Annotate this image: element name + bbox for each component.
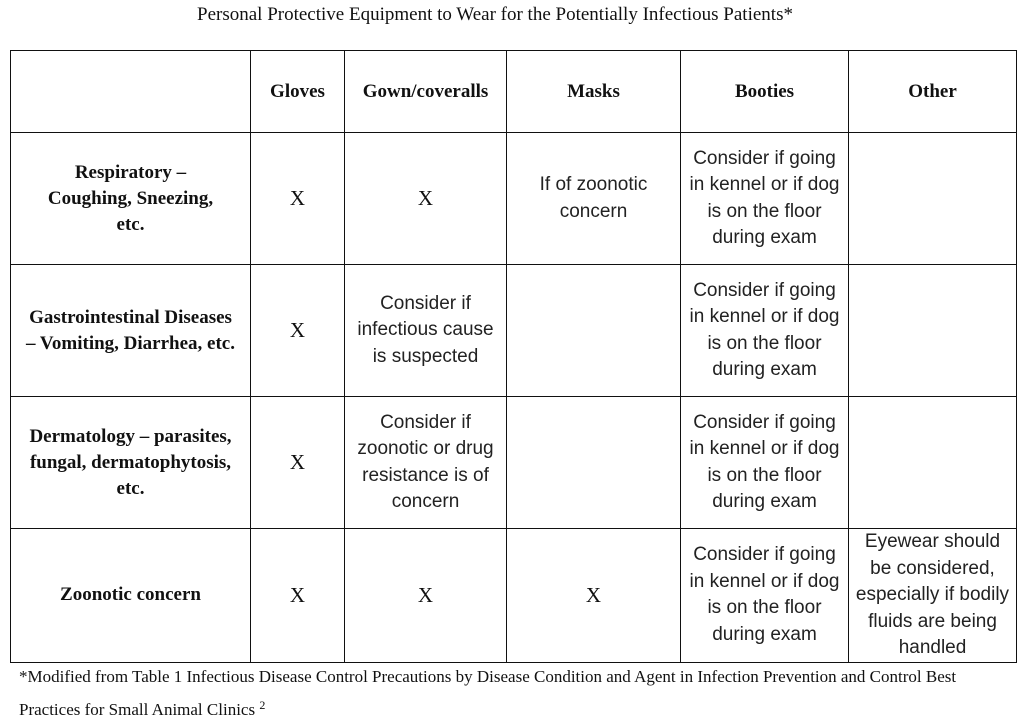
footnote-text: *Modified from Table 1 Infectious Disease Control Precautions by Disease Condition and Agent in Infection Prevention and Control Best Practices for Small Animal Clinics bbox=[19, 667, 957, 719]
header-row bbox=[11, 51, 1017, 133]
table-row bbox=[11, 529, 1017, 663]
booties-cell: Consider if going in kennel or if dog is on the floor during exam bbox=[681, 397, 849, 529]
masks-cell bbox=[507, 265, 681, 397]
gown-cell: X bbox=[345, 529, 507, 663]
header-gown: Gown/coveralls bbox=[345, 51, 507, 133]
masks-cell bbox=[507, 397, 681, 529]
gown-cell: Consider if infectious cause is suspected bbox=[345, 265, 507, 397]
ppe-table bbox=[10, 50, 1017, 663]
footnote bbox=[19, 663, 1009, 724]
header-booties: Booties bbox=[681, 51, 849, 133]
masks-cell: If of zoonotic concern bbox=[507, 133, 681, 265]
masks-cell: X bbox=[507, 529, 681, 663]
booties-cell: Consider if going in kennel or if dog is on the floor during exam bbox=[681, 133, 849, 265]
gloves-cell: X bbox=[251, 529, 345, 663]
table-caption: Personal Protective Equipment to Wear for the Potentially Infectious Patients* bbox=[197, 4, 793, 25]
gown-cell: X bbox=[345, 133, 507, 265]
booties-cell: Consider if going in kennel or if dog is on the floor during exam bbox=[681, 529, 849, 663]
booties-cell: Consider if going in kennel or if dog is on the floor during exam bbox=[681, 265, 849, 397]
header-masks: Masks bbox=[507, 51, 681, 133]
header-condition bbox=[11, 51, 251, 133]
table-row bbox=[11, 397, 1017, 529]
gloves-cell: X bbox=[251, 133, 345, 265]
other-cell bbox=[849, 265, 1017, 397]
condition-cell: Respiratory – Coughing, Sneezing, etc. bbox=[11, 133, 251, 265]
header-gloves: Gloves bbox=[251, 51, 345, 133]
condition-cell: Dermatology – parasites, fungal, dermatophytosis, etc. bbox=[11, 397, 251, 529]
header-other: Other bbox=[849, 51, 1017, 133]
table-row bbox=[11, 133, 1017, 265]
gown-cell: Consider if zoonotic or drug resistance is of concern bbox=[345, 397, 507, 529]
gloves-cell: X bbox=[251, 397, 345, 529]
condition-cell: Zoonotic concern bbox=[11, 529, 251, 663]
other-cell bbox=[849, 133, 1017, 265]
gloves-cell: X bbox=[251, 265, 345, 397]
other-cell: Eyewear should be considered, especially if bodily fluids are being handled bbox=[849, 529, 1017, 663]
other-cell bbox=[849, 397, 1017, 529]
table-row bbox=[11, 265, 1017, 397]
footnote-reference: 2 bbox=[259, 698, 266, 712]
condition-cell: Gastrointestinal Diseases – Vomiting, Diarrhea, etc. bbox=[11, 265, 251, 397]
